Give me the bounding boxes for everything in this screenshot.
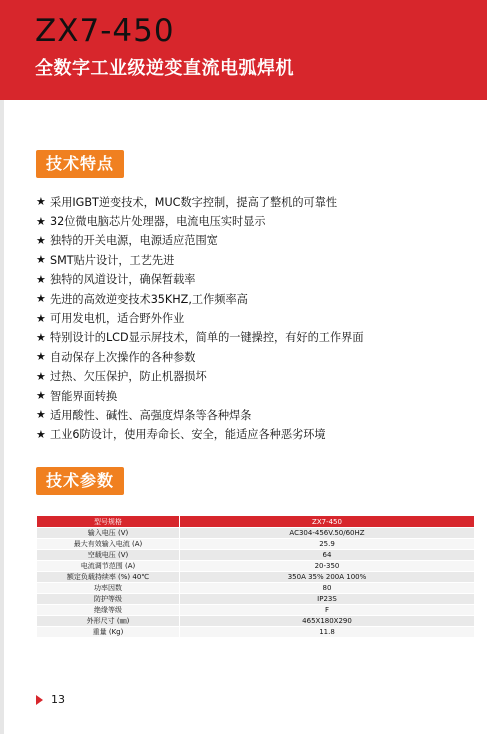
feature-item: ★ 先进的高效逆变技术35KHZ,工作频率高 xyxy=(36,292,248,306)
star-icon: ★ xyxy=(36,389,46,403)
star-icon: ★ xyxy=(36,272,46,286)
table-row xyxy=(37,605,475,616)
feature-item: ★ 特别设计的LCD显示屏技术，简单的一键操控，有好的工作界面 xyxy=(36,330,364,345)
feature-item: ★ 适用酸性、碱性、高强度焊条等各种焊条 xyxy=(36,408,252,422)
star-icon: ★ xyxy=(36,311,46,325)
feature-item: ★ 工业6防设计，使用寿命长、安全，能适应各种恶劣环境 xyxy=(36,427,326,442)
feature-item: ★ 自动保存上次操作的各种参数 xyxy=(36,350,196,364)
spec-value: AC304-456V.50/60HZ xyxy=(180,528,475,539)
spec-value: 25.9 xyxy=(180,539,475,550)
spec-label: 电流调节范围 (A) xyxy=(37,561,180,572)
table-row xyxy=(37,583,475,594)
table-row xyxy=(37,561,475,572)
spec-label: 输入电压 (V) xyxy=(37,528,180,539)
feature-item: ★ SMT贴片设计，工艺先进 xyxy=(36,253,175,267)
star-icon: ★ xyxy=(36,427,46,441)
spec-label: 最大有效输入电流 (A) xyxy=(37,539,180,550)
spec-label: 防护等级 xyxy=(37,594,180,605)
table-row xyxy=(37,572,475,583)
star-icon: ★ xyxy=(36,292,46,306)
feature-item: ★ 采用IGBT逆变技术，MUC数字控制，提高了整机的可靠性 xyxy=(36,195,338,209)
star-icon: ★ xyxy=(36,330,46,344)
table-row xyxy=(37,616,475,627)
spec-label: 重量 (Kg) xyxy=(37,627,180,638)
star-icon: ★ xyxy=(36,408,46,422)
spec-value: 20-350 xyxy=(180,561,475,572)
product-subtitle: 全数字工业级逆变直流电弧焊机 xyxy=(35,58,294,79)
table-row xyxy=(37,594,475,605)
star-icon: ★ xyxy=(36,214,46,228)
features-section-label: 技术特点 xyxy=(36,150,124,178)
triangle-right-icon xyxy=(36,695,43,705)
page-footer xyxy=(36,693,65,706)
feature-item: ★ 独特的风道设计，确保暂载率 xyxy=(36,272,196,287)
feature-item: ★ 智能界面转换 xyxy=(36,389,118,403)
specs-header-value: ZX7-450 xyxy=(180,516,475,528)
star-icon: ★ xyxy=(36,253,46,267)
feature-item: ★ 32位微电脑芯片处理器，电流电压实时显示 xyxy=(36,214,266,229)
table-row xyxy=(37,627,475,638)
specs-header-row xyxy=(37,516,475,528)
spec-value: F xyxy=(180,605,475,616)
spec-value: 350A 35% 200A 100% xyxy=(180,572,475,583)
table-row xyxy=(37,539,475,550)
feature-item: ★ 过热、欠压保护，防止机器损坏 xyxy=(36,369,207,384)
star-icon: ★ xyxy=(36,233,46,247)
specs-header-label: 型号规格 xyxy=(37,516,180,528)
spec-label: 功率因数 xyxy=(37,583,180,594)
feature-item: ★ 可用发电机，适合野外作业 xyxy=(36,311,185,326)
table-row xyxy=(37,550,475,561)
specs-table xyxy=(36,515,475,638)
star-icon: ★ xyxy=(36,350,46,364)
header-banner xyxy=(0,0,487,100)
left-margin-rule xyxy=(0,0,4,734)
feature-item: ★ 独特的开关电源，电源适应范围宽 xyxy=(36,233,218,248)
spec-label: 绝缘等级 xyxy=(37,605,180,616)
spec-label: 额定负载持续率 (%) 40℃ xyxy=(37,572,180,583)
star-icon: ★ xyxy=(36,195,46,209)
spec-value: 11.8 xyxy=(180,627,475,638)
spec-label: 外形尺寸 (㎜) xyxy=(37,616,180,627)
spec-label: 空载电压 (V) xyxy=(37,550,180,561)
spec-value: 64 xyxy=(180,550,475,561)
spec-value: 80 xyxy=(180,583,475,594)
spec-value: 465X180X290 xyxy=(180,616,475,627)
spec-value: IP23S xyxy=(180,594,475,605)
star-icon: ★ xyxy=(36,369,46,383)
specs-section-label: 技术参数 xyxy=(36,467,124,495)
model-title: ZX7-450 xyxy=(35,13,175,49)
features-list xyxy=(36,192,476,444)
table-row xyxy=(37,528,475,539)
page-number: 13 xyxy=(51,693,65,706)
